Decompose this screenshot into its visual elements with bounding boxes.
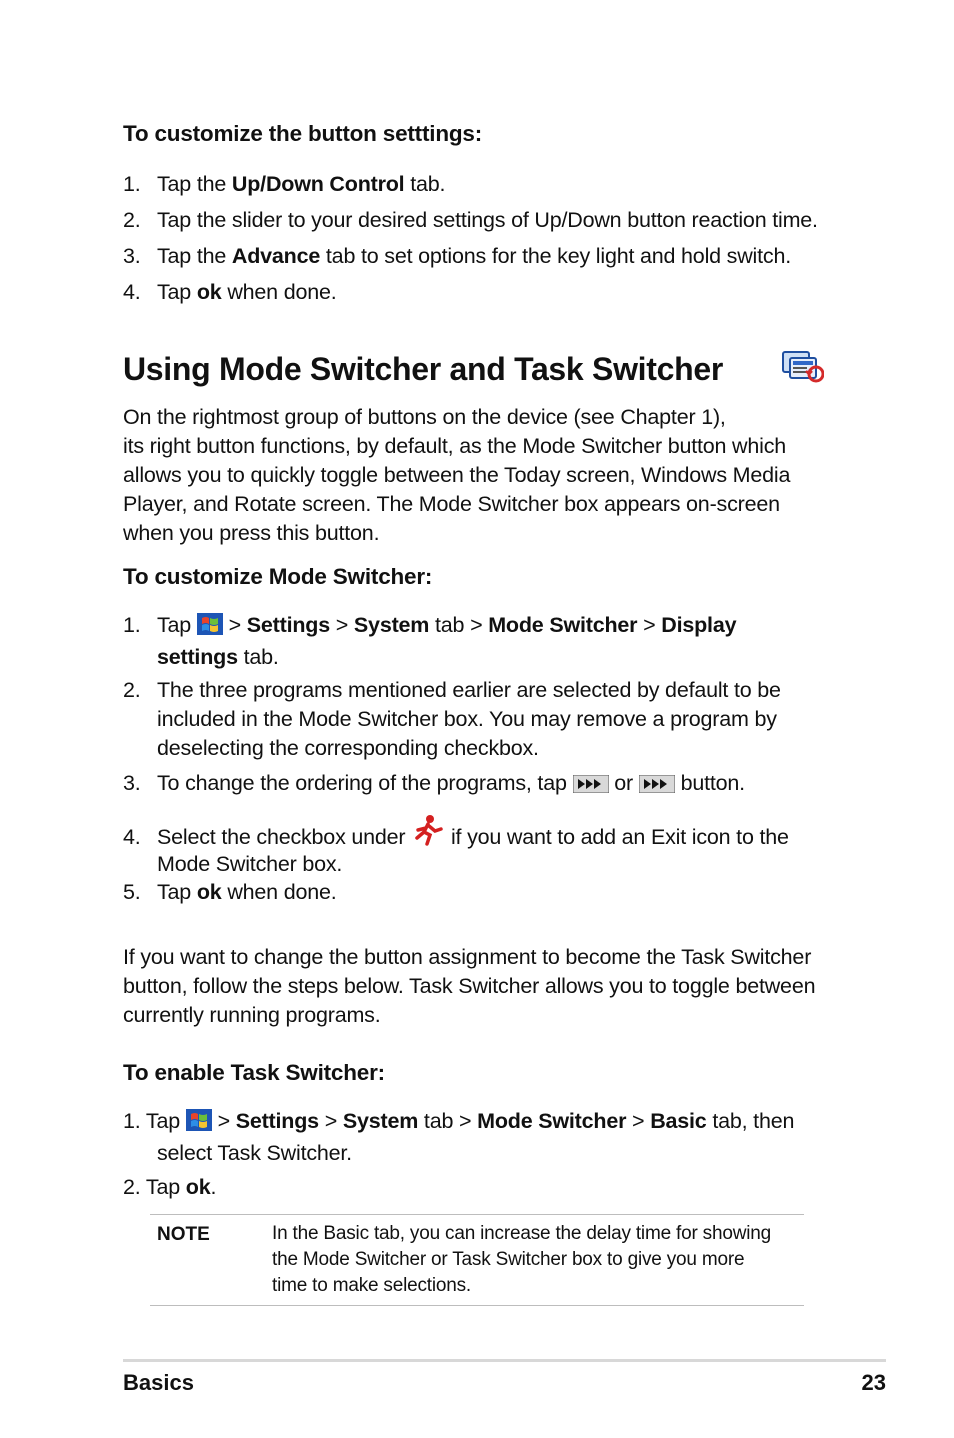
step-text: Tap	[157, 613, 192, 637]
paragraph-line: allows you to quickly toggle between the Today screen, Windows Media	[123, 463, 791, 487]
list-number: 3.	[123, 771, 141, 795]
heading-enable-task-switcher: To enable Task Switcher:	[123, 1060, 385, 1085]
paragraph-line: its right button functions, by default, as the Mode Switcher button which	[123, 434, 787, 458]
step-text: >	[324, 1109, 338, 1133]
step-bold: Display	[661, 613, 737, 637]
step-text: .	[210, 1175, 217, 1199]
list-item	[123, 170, 445, 199]
list-number: 1.	[123, 613, 141, 637]
footer-rule	[123, 1359, 886, 1362]
step-text: Tap	[145, 1175, 186, 1199]
exit-running-man-icon	[411, 814, 445, 854]
step-text: select Task Switcher.	[157, 1141, 352, 1165]
step-text: >	[335, 613, 349, 637]
step-text: >	[217, 1109, 230, 1133]
step-text: if you want to add an Exit icon to the	[450, 825, 789, 849]
footer-section-name: Basics	[123, 1370, 194, 1395]
step-text: Tap the	[157, 244, 232, 268]
step-bold: Mode Switcher	[488, 613, 638, 637]
step-text: tab	[423, 1109, 454, 1133]
list-number: 2.	[123, 678, 141, 702]
step-bold: Settings	[246, 613, 330, 637]
step-text: Select the checkbox under	[157, 825, 406, 849]
step-text: Tap	[145, 1109, 180, 1133]
list-item	[123, 1173, 216, 1202]
list-item	[123, 769, 843, 801]
step-text: tab	[435, 613, 465, 637]
step-text: Tap	[157, 880, 197, 904]
step-bold: Settings	[235, 1109, 319, 1133]
task-switcher-paragraph	[123, 943, 843, 1030]
step-text: tab, then	[712, 1109, 795, 1133]
step-bold: ok	[196, 880, 222, 904]
step-text: Tap the slider to your desired settings of Up/Down button reaction time.	[157, 208, 818, 232]
list-number: 4.	[123, 825, 141, 849]
note-line: In the Basic tab, you can increase the delay time for showing	[272, 1223, 771, 1244]
step-text: The three programs mentioned earlier are selected by default to be	[157, 678, 781, 702]
step-text: button.	[680, 771, 745, 795]
paragraph-line: when you press this button.	[123, 521, 380, 545]
step-text: >	[632, 1109, 645, 1133]
note-label: NOTE	[157, 1224, 210, 1245]
paragraph-line: currently running programs.	[123, 1003, 381, 1027]
windows-start-icon	[186, 1109, 212, 1139]
step-text: Mode Switcher box.	[157, 852, 343, 876]
list-number: 4.	[123, 280, 141, 304]
heading-customize-mode-switcher: To customize Mode Switcher:	[123, 564, 433, 589]
move-down-icon	[573, 772, 609, 801]
step-text: >	[459, 1109, 472, 1133]
step-text: when done.	[221, 880, 337, 904]
paragraph-line: If you want to change the button assignment to become the Task Switcher	[123, 945, 812, 969]
note-bottom-rule	[150, 1305, 804, 1306]
intro-paragraph	[123, 403, 843, 548]
list-item	[123, 611, 843, 672]
list-item	[123, 206, 818, 235]
step-bold: System	[353, 613, 430, 637]
step-text: >	[470, 613, 483, 637]
step-text: Tap the	[157, 172, 232, 196]
step-bold: Mode Switcher	[477, 1109, 627, 1133]
step-text: included in the Mode Switcher box. You may remove a program by	[157, 707, 777, 731]
step-text: >	[643, 613, 656, 637]
list-number: 3.	[123, 244, 141, 268]
list-item	[123, 1107, 843, 1168]
windows-start-icon	[197, 613, 223, 643]
step-text: tab to set options for the key light and hold switch.	[320, 244, 791, 268]
mode-switcher-icon	[780, 350, 824, 389]
paragraph-line: button, follow the steps below. Task Switcher allows you to toggle between	[123, 974, 816, 998]
list-item	[123, 814, 843, 879]
step-bold: ok	[185, 1175, 211, 1199]
step-text: when done.	[221, 280, 337, 304]
list-number: 2.	[123, 1175, 141, 1199]
step-bold: ok	[196, 280, 222, 304]
step-text: Tap	[157, 280, 197, 304]
list-item	[123, 676, 843, 763]
list-item	[123, 242, 791, 271]
step-bold: Up/Down Control	[231, 172, 405, 196]
heading-customize-button-settings: To customize the button setttings:	[123, 121, 483, 146]
step-bold: Advance	[231, 244, 321, 268]
paragraph-line: Player, and Rotate screen. The Mode Switcher box appears on-screen	[123, 492, 780, 516]
list-number: 1.	[123, 172, 141, 196]
step-text: or	[614, 771, 633, 795]
section-title-text: Using Mode Switcher and Task Switcher	[123, 351, 723, 387]
paragraph-line: On the rightmost group of buttons on the device (see Chapter 1),	[123, 405, 726, 429]
step-text: tab.	[243, 645, 279, 669]
page-number: 23	[861, 1370, 886, 1395]
note-line: the Mode Switcher or Task Switcher box to give you more	[272, 1249, 745, 1270]
move-up-icon	[639, 772, 675, 801]
step-bold: System	[342, 1109, 419, 1133]
section-title	[123, 351, 723, 388]
note-line: time to make selections.	[272, 1275, 472, 1296]
step-text: tab.	[404, 172, 446, 196]
step-text: deselecting the corresponding checkbox.	[157, 736, 539, 760]
list-item	[123, 878, 337, 907]
list-number: 5.	[123, 880, 141, 904]
step-text: To change the ordering of the programs, tap	[157, 771, 567, 795]
note-top-rule	[150, 1214, 804, 1215]
step-bold: Basic	[650, 1109, 707, 1133]
list-number: 2.	[123, 208, 141, 232]
step-text: >	[228, 613, 241, 637]
list-number: 1.	[123, 1109, 141, 1133]
step-bold: settings	[157, 645, 238, 669]
note-text	[272, 1221, 802, 1299]
list-item	[123, 278, 337, 307]
